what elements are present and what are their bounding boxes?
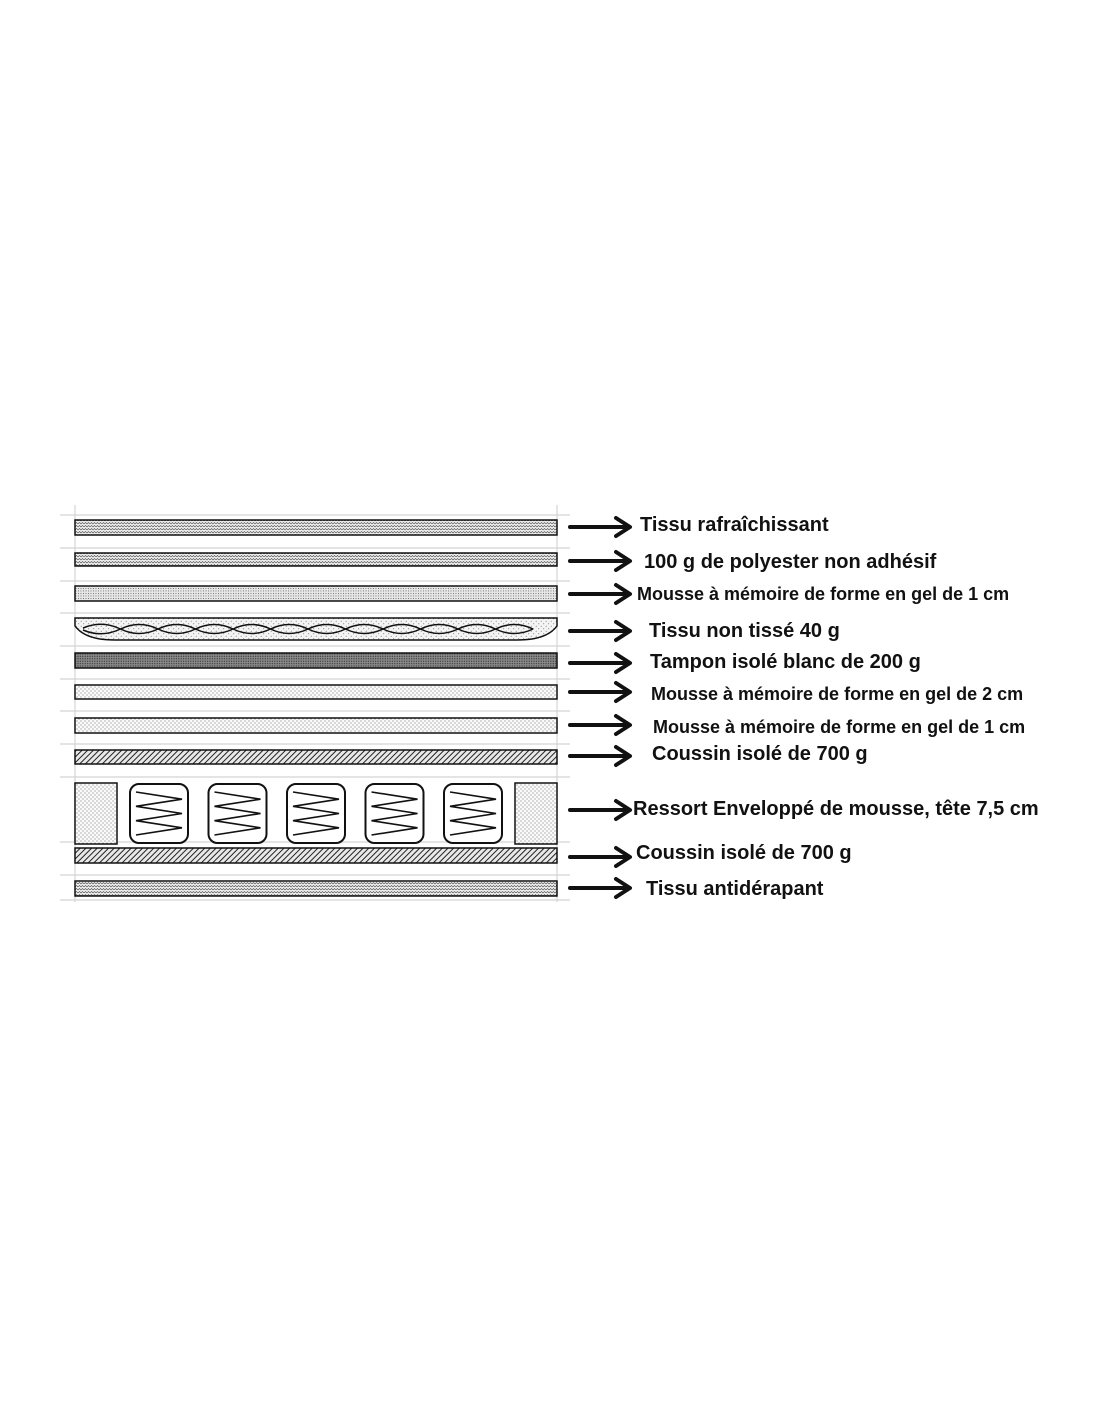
layer-band [75, 881, 557, 896]
arrow-icon [570, 747, 630, 765]
arrow-icon [570, 552, 630, 570]
layer-band [75, 718, 557, 733]
arrow-icon [570, 848, 630, 866]
spring-coil [366, 784, 424, 843]
layer-label: Tampon isolé blanc de 200 g [650, 651, 921, 673]
spring-coil [287, 784, 345, 843]
arrow-icon [570, 716, 630, 734]
arrow-icon [570, 622, 630, 640]
layer-1 [75, 520, 557, 535]
arrow-icon [570, 879, 630, 897]
layer-label: Tissu antidérapant [646, 878, 824, 900]
layer-11 [75, 881, 557, 896]
layer-label: 100 g de polyester non adhésif [644, 551, 937, 573]
layer-band [75, 848, 557, 863]
arrow-icon [570, 801, 630, 819]
layer-band [75, 685, 557, 699]
layer-label: Mousse à mémoire de forme en gel de 2 cm [651, 684, 1024, 704]
layer-6 [75, 685, 557, 699]
layer-band [75, 750, 557, 764]
layer-2 [75, 553, 557, 566]
layer-label: Mousse à mémoire de forme en gel de 1 cm [637, 584, 1010, 604]
layer-label: Tissu non tissé 40 g [649, 620, 840, 642]
spring-coil [209, 784, 267, 843]
layer-8 [75, 750, 557, 764]
foam-edge-left [75, 783, 117, 844]
layer-3 [75, 586, 557, 601]
spring-coil [444, 784, 502, 843]
arrow-icon [570, 518, 630, 536]
layer-band [75, 618, 557, 640]
arrow-icon [570, 654, 630, 672]
layer-label: Mousse à mémoire de forme en gel de 1 cm [653, 717, 1026, 737]
spring-coil [130, 784, 188, 843]
layer-5 [75, 653, 557, 668]
layer-7 [75, 718, 557, 733]
layer-label: Coussin isolé de 700 g [636, 842, 852, 864]
arrow-icon [570, 585, 630, 603]
arrow-icon [570, 683, 630, 701]
layer-label: Ressort Enveloppé de mousse, tête 7,5 cm [633, 798, 1039, 820]
layer-label: Coussin isolé de 700 g [652, 743, 868, 765]
layer-band [75, 520, 557, 535]
layer-label: Tissu rafraîchissant [640, 514, 829, 536]
layer-4 [75, 618, 557, 640]
layer-band [75, 586, 557, 601]
layer-band [75, 553, 557, 566]
grid-lines [60, 470, 1100, 950]
foam-edge-right [515, 783, 557, 844]
layer-band [75, 653, 557, 668]
layer-10 [75, 848, 557, 863]
